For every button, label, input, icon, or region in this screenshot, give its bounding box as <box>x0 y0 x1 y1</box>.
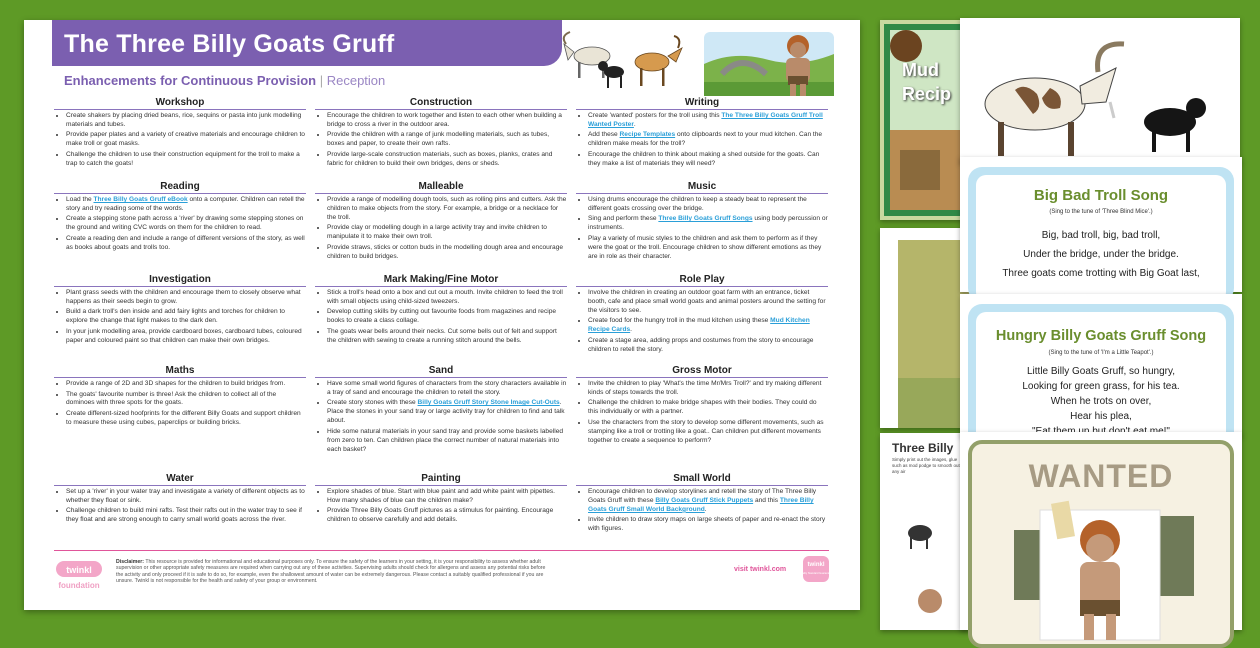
resource-link[interactable]: Billy Goats Gruff Stick Puppets <box>655 496 754 504</box>
document-footer <box>54 550 833 609</box>
section-role-play <box>576 274 828 356</box>
song-lyric-line: Under the bridge, under the bridge. <box>1023 249 1179 260</box>
list-item: • Provide Three Billy Goats Gruff pictures as a stimulus for painting. Encourage children to observe carefully and add details. <box>327 507 567 525</box>
page-subtitle <box>64 73 385 88</box>
list-item: • Create a stage area, adding props and costumes from the story to encourage children to retell the story. <box>588 337 828 355</box>
story-stones-preview <box>880 433 970 630</box>
song-card-content <box>976 175 1226 302</box>
list-item: • Create 'wanted' posters for the troll using this The Three Billy Goats Gruff Troll Wanted Poster. <box>588 112 828 130</box>
section-mark-making <box>315 274 567 347</box>
section-heading: Mark Making/Fine Motor <box>315 274 567 287</box>
list-item: • Plant grass seeds with the children and encourage them to closely observe what happens as their seeds begin to grow. <box>66 289 306 307</box>
grass-background-illustration <box>880 228 970 428</box>
section-heading: Gross Motor <box>576 365 828 378</box>
section-water <box>54 473 306 527</box>
list-item: • Using drums encourage the children to keep a steady beat to represent the different goats crossing over the bridge. <box>588 196 828 214</box>
troll-portrait-illustration <box>1000 500 1200 640</box>
subtitle-stage: Reception <box>326 73 386 88</box>
list-item: • In your junk modelling area, provide cardboard boxes, cardboard tubes, coloured paper and coloured paint so that children can make their own bridges. <box>66 328 306 346</box>
stones-text: Simply print out the images, glue such as mod podge to smooth out any air <box>892 457 960 474</box>
section-reading <box>54 181 306 254</box>
list-item: • Build a dark troll's den inside and add fairy lights and torches for children to explore the change that light makes to the dark den. <box>66 308 306 326</box>
list-item: • Stick a troll's head onto a box and cut out a mouth. Invite children to feed the troll with small objects using child-sized tweezers. <box>327 289 567 307</box>
resource-link[interactable]: Recipe Templates <box>619 131 676 139</box>
section-heading: Workshop <box>54 97 306 110</box>
resource-link[interactable]: Billy Goats Gruff Story Stone Image Cut-Outs <box>417 399 560 407</box>
subtitle-separator: | <box>319 73 324 88</box>
song-card-frame <box>968 304 1234 446</box>
list-item: • Invite the children to play 'What's the time Mr/Mrs Troll?' and try making different kinds of steps towards the troll. <box>588 380 828 398</box>
list-item: • Provide large-scale construction materials, such as boxes, planks, crates and fabric for children to build their own bridges, dens or sheds. <box>327 151 567 169</box>
section-painting <box>315 473 567 527</box>
section-heading: Maths <box>54 365 306 378</box>
section-investigation <box>54 274 306 347</box>
resource-link[interactable]: Three Billy Goats Gruff eBook <box>93 196 188 203</box>
goat-illustration <box>985 44 1124 156</box>
song-lyric-line: Three goats come trotting with Big Goat last, <box>1002 268 1200 279</box>
song-card-hungry-goats <box>960 294 1242 436</box>
bridge-scene-illustration <box>704 32 834 96</box>
goat-picture-preview <box>960 18 1240 163</box>
list-item: • Provide straws, sticks or cotton buds in the modelling dough area and encourage children to build bridges. <box>327 244 567 262</box>
section-heading: Malleable <box>315 181 567 194</box>
list-item: • Set up a 'river' in your water tray and investigate a variety of different objects as to whether they float or sink. <box>66 488 306 506</box>
activity-grid <box>54 97 829 542</box>
list-item: • Encourage the children to work together and listen to each other when building a bridge to cross a river in the outdoor area. <box>327 112 567 130</box>
list-item: • Provide clay or modelling dough in a large activity tray and invite children to manipulate it to make their own troll. <box>327 224 567 242</box>
svg-text:twinkl: twinkl <box>66 565 92 575</box>
goat-illustration <box>1144 98 1206 152</box>
goat-illustration <box>598 61 624 88</box>
section-heading: Water <box>54 473 306 486</box>
list-item: • The goats wear bells around their necks. Cut some bells out of felt and support the children with sewing to create a running stitch around the bells. <box>327 328 567 346</box>
section-construction <box>315 97 567 170</box>
list-item: • Use the characters from the story to develop some different movements, such as stamping like a troll or trotting like a goat.. Can children put different movements together to create a sequence to perform? <box>588 419 828 446</box>
list-item: • Create shakers by placing dried beans, rice, sequins or pasta into junk modelling materials and tubes. <box>66 112 306 130</box>
list-item: • Encourage children to develop storylines and retell the story of The Three Billy Goats Gruff with these Billy Goats Gruff Stick Puppets and this Three Billy Goats Gruff Small World Background. <box>588 488 828 515</box>
list-item: • Challenge the children to use their construction equipment for the troll to make a trap to catch the goats! <box>66 151 306 169</box>
section-malleable <box>315 181 567 263</box>
list-item: • Add these Recipe Templates onto clipboards next to your mud kitchen. Can the children make meals for the troll? <box>588 131 828 149</box>
section-heading: Music <box>576 181 828 194</box>
goat-illustration <box>635 36 682 86</box>
song-tune: (Sing to the tune of 'Three Blind Mice'.) <box>1049 209 1153 215</box>
goat-cutout-illustration <box>900 513 960 623</box>
wanted-poster-frame <box>968 440 1234 648</box>
song-lyric-line: Looking for green grass, for his tea. <box>1022 381 1180 392</box>
section-heading: Role Play <box>576 274 828 287</box>
section-heading: Small World <box>576 473 828 486</box>
list-item: • Create different-sized hoofprints for the different Billy Goats and support children to measure these using cubes, paperclips or building bricks. <box>66 410 306 428</box>
section-workshop <box>54 97 306 170</box>
resource-link[interactable]: The Three Billy Goats Gruff Troll Wanted Poster <box>588 112 823 128</box>
section-heading: Construction <box>315 97 567 110</box>
list-item: • Create a stepping stone path across a 'river' by drawing some stepping stones on the ground and writing CVC words on them for the children to read. <box>66 215 306 233</box>
list-item: • Provide a range of modelling dough tools, such as rolling pins and cutters. Ask the children to make objects from the story. For example, a bridge or a necklace for the troll. <box>327 196 567 223</box>
svg-text:twinkl: twinkl <box>807 562 825 568</box>
disclaimer: Disclaimer: This resource is provided for informational and educational purposes only. To ensure the safety of the learners in your setting, it is your responsibility to assess whether adult supervision or other appropriate safety measures are required when carrying out any of these activities. Supervising adults should check for allergens and assess any potential risks before the activity and only proceed if it is safe to do so, for example, even the shallowest amount of water can be extremely dangerous. Please contact a suitably qualified professional if you are unsure. Twinkl is not responsible for the health and safety of your group or environment. <box>116 559 546 585</box>
list-item: • Encourage the children to think about making a shed outside for the goats. Can they make a list of materials they will need? <box>588 151 828 169</box>
resource-link[interactable]: Three Billy Goats Gruff Small World Background <box>588 496 814 513</box>
goat-illustration <box>564 32 610 78</box>
list-item: • Challenge the children to make bridge shapes with their bodies. They could do this individually or with a partner. <box>588 399 828 417</box>
section-maths <box>54 365 306 429</box>
song-lyric-line: Big, bad troll, big, bad troll, <box>1041 230 1161 241</box>
song-lyric-line: Hear his plea, <box>1070 411 1132 422</box>
svg-text:foundation: foundation <box>58 581 100 590</box>
song-card-content <box>976 312 1226 446</box>
list-item: • Provide a range of 2D and 3D shapes for the children to build bridges from. <box>66 380 306 389</box>
planning-document <box>24 20 860 610</box>
goats-and-troll-illustration <box>554 26 834 96</box>
section-heading: Sand <box>315 365 567 378</box>
song-card-troll <box>960 157 1242 292</box>
song-title: Hungry Billy Goats Gruff Song <box>995 328 1207 344</box>
section-music <box>576 181 828 263</box>
mud-title-line2: Recip <box>902 84 952 104</box>
subtitle-main: Enhancements for Continuous Provision <box>64 73 317 88</box>
stones-title: Three Billy <box>892 441 954 455</box>
song-lyric-line: Little Billy Goats Gruff, so hungry, <box>1026 366 1176 377</box>
section-writing <box>576 97 828 170</box>
section-gross-motor <box>576 365 828 447</box>
song-tune: (Sing to the tune of 'I'm a Little Teapot'.) <box>1048 350 1154 356</box>
svg-text:Quality Standard Guaranteed: Quality Standard Guaranteed <box>799 572 833 575</box>
billy-goats-illustration <box>960 18 1240 163</box>
section-sand <box>315 365 567 456</box>
list-item: • Challenge children to build mini rafts. Test their rafts out in the water tray to see if they float and are strong enough to carry small world goats across the river. <box>66 507 306 525</box>
story-background-preview <box>880 228 970 428</box>
resource-link[interactable]: Mud Kitchen Recipe Cards <box>588 317 810 334</box>
list-item: • Hide some natural materials in your sand tray and provide some baskets labelled from zero to ten. Can children place the correct number of natural materials into each basket? <box>327 428 567 455</box>
list-item: • Explore shades of blue. Start with blue paint and add white paint with pipettes. How many shades of blue can the children make? <box>327 488 567 506</box>
list-item: • Sing and perform these Three Billy Goats Gruff Songs using body percussion or instruments. <box>588 215 828 233</box>
list-item: • Create a reading den and include a range of different versions of the story, as well as books about goats and trolls too. <box>66 235 306 253</box>
mud-kitchen-illustration <box>880 20 970 220</box>
song-lyric-line: When he trots on over, <box>1050 396 1152 407</box>
twinkl-foundation-logo <box>54 559 104 593</box>
list-item: • Load the Three Billy Goats Gruff eBook onto a computer. Children can retell the story and try reading some of the words. <box>66 196 306 214</box>
section-heading: Reading <box>54 181 306 194</box>
section-small-world <box>576 473 828 536</box>
mud-kitchen-recipe-preview <box>880 20 970 220</box>
list-item: • Provide paper plates and a variety of creative materials and encourage children to make troll or goat masks. <box>66 131 306 149</box>
list-item: • The goats' favourite number is three! Ask the children to collect all of the dominoes with three spots for the goats. <box>66 391 306 409</box>
list-item: • Create food for the hungry troll in the mud kitchen using these Mud Kitchen Recipe Cards. <box>588 317 828 335</box>
section-heading: Writing <box>576 97 828 110</box>
song-title: Big Bad Troll Song <box>1033 187 1169 204</box>
wanted-poster-preview <box>960 432 1242 630</box>
section-heading: Investigation <box>54 274 306 287</box>
list-item: • Provide the children with a range of junk modelling materials, such as tubes, boxes and paper, to create their own rafts. <box>327 131 567 149</box>
list-item: • Have some small world figures of characters from the story characters available in a tray of sand and encourage the children to retell the story. <box>327 380 567 398</box>
quality-standard-badge <box>799 555 833 583</box>
song-card-frame <box>968 167 1234 302</box>
page-title: The Three Billy Goats Gruff <box>64 30 395 58</box>
list-item: • Create story stones with these Billy Goats Gruff Story Stone Image Cut-Outs. Place the stones in your sand tray or large activity tray for children to find and talk about. <box>327 399 567 426</box>
visit-link[interactable]: visit twinkl.com <box>734 566 787 573</box>
list-item: • Involve the children in creating an outdoor goat farm with an entrance, ticket booth, cafe and place small world goats and animal posters around the setting for the visitors to see. <box>588 289 828 316</box>
resource-link[interactable]: Three Billy Goats Gruff Songs <box>658 215 753 223</box>
list-item: • Play a variety of music styles to the children and ask them to perform as if they were the goat or the troll. Encourage children to show different emotions as they are in role as their character. <box>588 235 828 262</box>
mud-title-line1: Mud <box>902 60 939 80</box>
list-item: • Develop cutting skills by cutting out favourite foods from magazines and recipe books to create a class collage. <box>327 308 567 326</box>
wanted-title: WANTED <box>1028 458 1174 494</box>
section-heading: Painting <box>315 473 567 486</box>
list-item: • Invite children to draw story maps on large sheets of paper and re-enact the story with figures. <box>588 516 828 534</box>
